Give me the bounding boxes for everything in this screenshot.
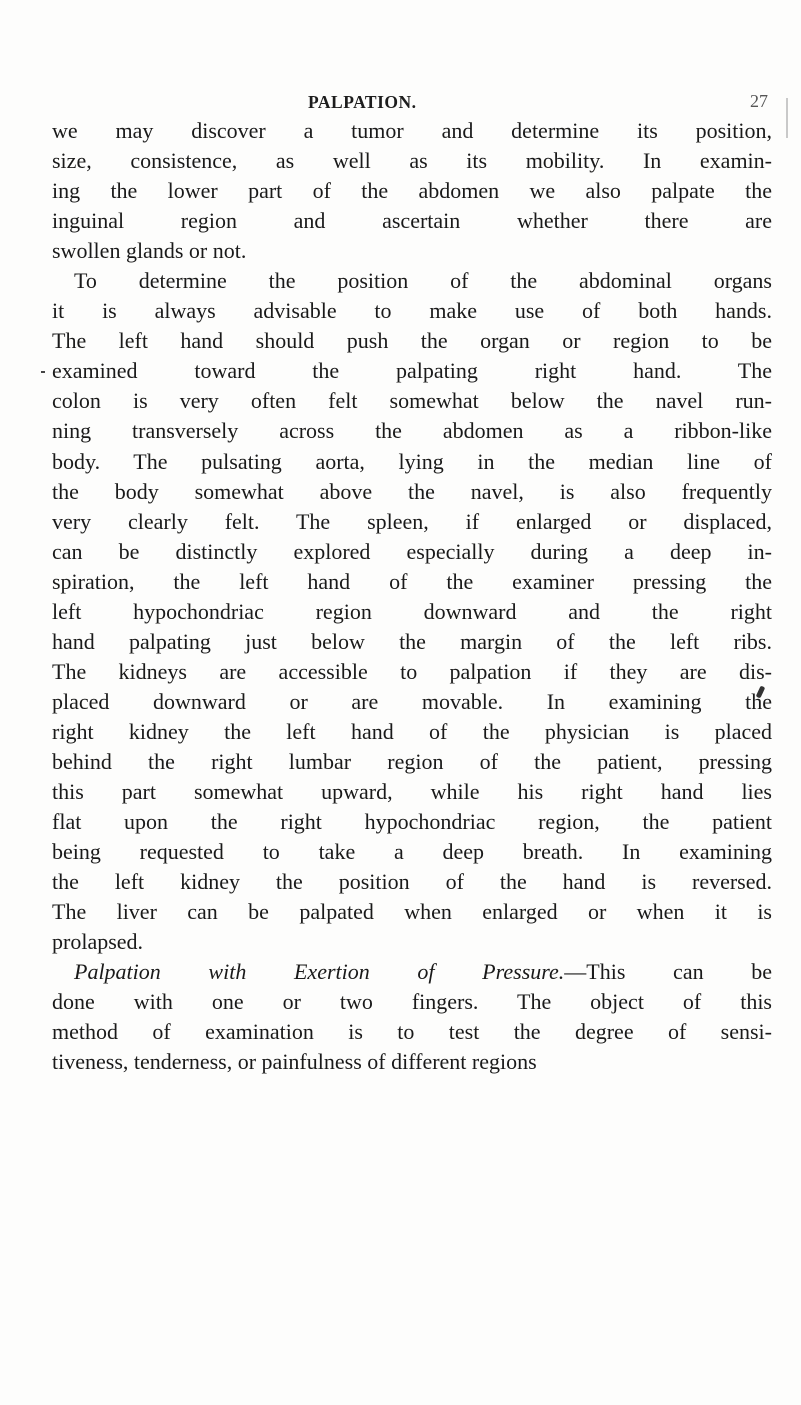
text-line: body. The pulsating aorta, lying in the median line of bbox=[52, 448, 772, 474]
text-line: To determine the position of the abdominal organs bbox=[74, 268, 772, 294]
page-edge-mark bbox=[786, 98, 788, 138]
running-head bbox=[0, 92, 801, 116]
text-line: examined toward the palpating right hand. The bbox=[52, 358, 772, 384]
text-line: flat upon the right hypochondriac region, the patient bbox=[52, 809, 772, 835]
text-line: inguinal region and ascertain whether there are bbox=[52, 208, 772, 234]
text-line: being requested to take a deep breath. In examining bbox=[52, 839, 772, 865]
stray-print-mark bbox=[41, 371, 45, 373]
text-line: left hypochondriac region downward and the right bbox=[52, 598, 772, 624]
text-line: can be distinctly explored especially during a deep in- bbox=[52, 538, 772, 564]
text-line: done with one or two fingers. The object of this bbox=[52, 989, 772, 1015]
text-line: The liver can be palpated when enlarged or when it is bbox=[52, 899, 772, 925]
page-number: 27 bbox=[750, 91, 768, 111]
text-line: very clearly felt. The spleen, if enlarged or displaced, bbox=[52, 508, 772, 534]
section-heading-line bbox=[52, 957, 772, 987]
text-line: method of examination is to test the degree of sensi- bbox=[52, 1019, 772, 1045]
text-line: spiration, the left hand of the examiner pressing the bbox=[52, 568, 772, 594]
text-line: this part somewhat upward, while his right hand lies bbox=[52, 779, 772, 805]
text-line: ning transversely across the abdomen as a ribbon-like bbox=[52, 418, 772, 444]
text-line: size, consistence, as well as its mobility. In examin- bbox=[52, 148, 772, 174]
text-line: the body somewhat above the navel, is also frequently bbox=[52, 478, 772, 504]
text-line: right kidney the left hand of the physician is placed bbox=[52, 718, 772, 744]
section-heading-continuation: —This can be bbox=[564, 959, 773, 985]
text-line: the left kidney the position of the hand is reversed. bbox=[52, 869, 772, 895]
text-line: prolapsed. bbox=[52, 929, 144, 955]
text-line: behind the right lumbar region of the patient, pressing bbox=[52, 748, 772, 774]
text-line: The left hand should push the organ or region to be bbox=[52, 328, 772, 354]
text-line: ing the lower part of the abdomen we also palpate the bbox=[52, 178, 772, 204]
text-line: tiveness, tenderness, or painfulness of different regions bbox=[52, 1049, 537, 1075]
text-line: swollen glands or not. bbox=[52, 238, 247, 264]
section-heading: Palpation with Exertion of Pressure. bbox=[74, 959, 565, 985]
text-line: we may discover a tumor and determine its position, bbox=[52, 118, 772, 143]
text-line: The kidneys are accessible to palpation if they are dis- bbox=[52, 658, 772, 684]
text-line: hand palpating just below the margin of the left ribs. bbox=[52, 628, 772, 654]
text-line: it is always advisable to make use of both hands. bbox=[52, 298, 772, 324]
text-line: colon is very often felt somewhat below the navel run- bbox=[52, 388, 772, 414]
running-title: PALPATION. bbox=[308, 92, 417, 112]
text-line: placed downward or are movable. In examining the bbox=[52, 688, 772, 714]
body-text bbox=[52, 116, 772, 1078]
